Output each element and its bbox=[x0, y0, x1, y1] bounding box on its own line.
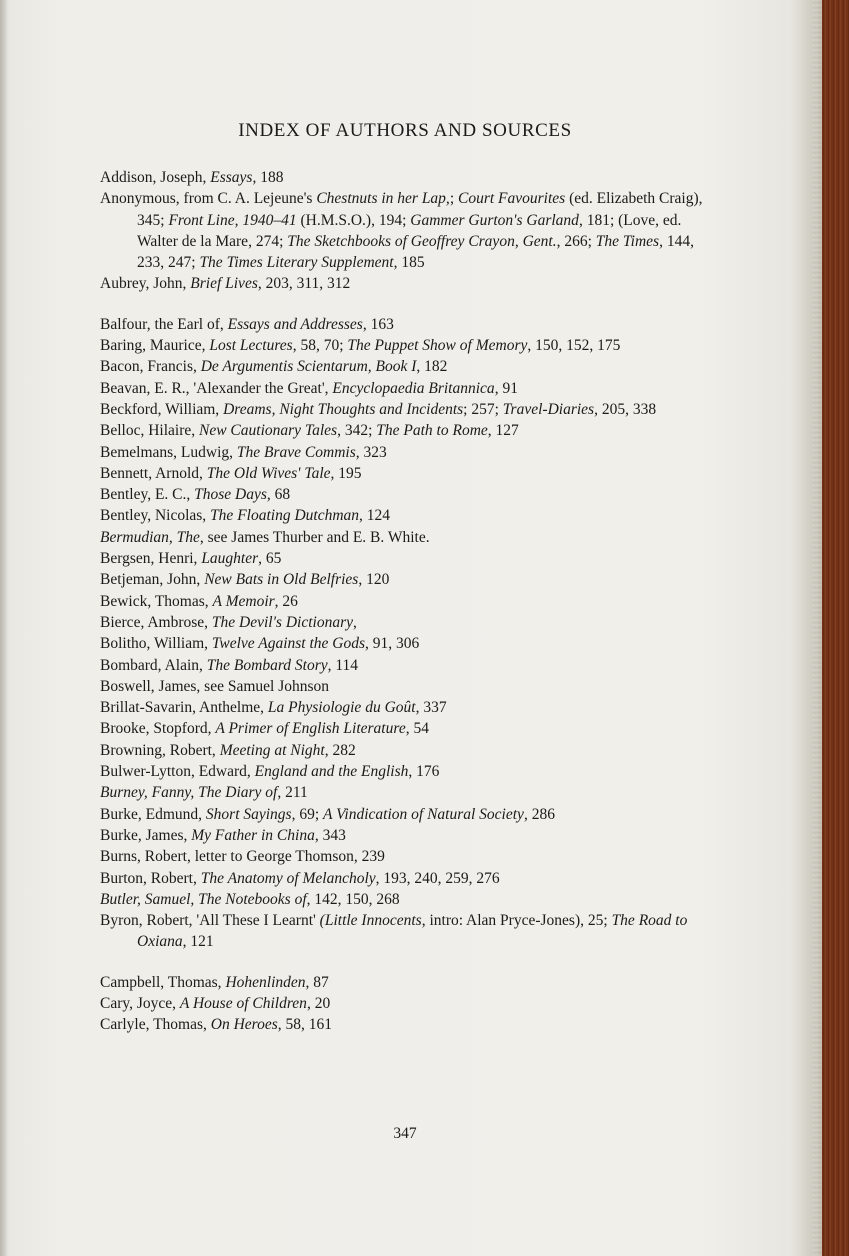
work-title: (Little Innocents bbox=[319, 912, 422, 930]
entry-text: , 337 bbox=[415, 699, 447, 717]
entry-text: , 114 bbox=[327, 656, 359, 674]
entry-text: , bbox=[353, 613, 357, 631]
index-page bbox=[100, 120, 710, 1142]
entry-text: Addison, Joseph, bbox=[100, 169, 211, 186]
index-entry bbox=[100, 356, 710, 377]
entry-text: , 343 bbox=[314, 826, 346, 844]
work-title: The Times bbox=[595, 232, 660, 250]
entry-text: , 211 bbox=[277, 784, 308, 802]
index-group bbox=[100, 314, 710, 953]
index-entry bbox=[100, 972, 710, 993]
entry-text: Carlyle, Thomas, bbox=[100, 1016, 211, 1034]
entry-text: Byron, Robert, 'All These I Learnt' bbox=[100, 912, 320, 930]
work-title: Twelve Against the Gods bbox=[211, 635, 366, 653]
work-title: The Brave Commis bbox=[236, 443, 356, 461]
entry-text: , 150, 152, 175 bbox=[527, 337, 621, 355]
entry-text: , 286 bbox=[523, 805, 555, 823]
index-group bbox=[100, 167, 710, 295]
entry-text: , 91 bbox=[494, 379, 518, 397]
entry-text: , see James Thurber and E. B. White. bbox=[199, 528, 430, 546]
index-entry bbox=[100, 825, 710, 846]
work-title: Burney, Fanny, The Diary of bbox=[100, 784, 278, 802]
work-title: Brief Lives bbox=[190, 275, 258, 293]
work-title: Lost Lectures bbox=[209, 337, 293, 355]
work-title: The Puppet Show of Memory bbox=[347, 337, 528, 355]
entry-text: , 188 bbox=[252, 169, 284, 186]
gutter-shadow bbox=[0, 0, 8, 1256]
index-entry bbox=[100, 889, 710, 910]
index-entry bbox=[100, 804, 710, 825]
entry-text: ; 257; bbox=[463, 400, 503, 418]
index-entry bbox=[100, 314, 710, 335]
page-title: INDEX OF AUTHORS AND SOURCES bbox=[238, 120, 572, 141]
entry-text: Burton, Robert, bbox=[100, 869, 201, 887]
work-title: Butler, Samuel, The Notebooks of bbox=[100, 890, 307, 908]
work-title: Travel-Diaries bbox=[502, 400, 595, 418]
index-entry bbox=[100, 718, 710, 739]
entry-text: Beckford, William, bbox=[100, 400, 224, 418]
entry-text: , 282 bbox=[324, 741, 356, 759]
index-entry bbox=[100, 527, 710, 548]
work-title: A Primer of English Literature bbox=[215, 720, 406, 738]
work-title: Court Favourites bbox=[458, 190, 566, 208]
index-entry bbox=[100, 548, 710, 569]
entry-text: , 323 bbox=[355, 443, 387, 461]
entry-text: Bentley, E. C., bbox=[100, 486, 195, 504]
index-entry bbox=[100, 167, 710, 188]
entry-text: , 124 bbox=[359, 507, 391, 525]
work-title: The Road to Oxiana bbox=[137, 912, 688, 951]
entry-text: Bierce, Ambrose, bbox=[100, 613, 212, 631]
entry-text: , 163 bbox=[362, 315, 394, 333]
index-entry bbox=[100, 1014, 710, 1035]
work-title: Gammer Gurton's Garland bbox=[410, 211, 579, 229]
work-title: Essays bbox=[210, 169, 253, 186]
page-number: 347 bbox=[393, 1125, 417, 1142]
work-title: The Devil's Dictionary bbox=[211, 613, 353, 631]
work-title: On Heroes bbox=[210, 1016, 278, 1034]
entry-text: Boswell, James, see Samuel Johnson bbox=[100, 677, 330, 695]
index-entry bbox=[100, 505, 710, 526]
work-title: My Father in China bbox=[191, 826, 315, 844]
work-title: The Floating Dutchman bbox=[210, 507, 360, 525]
entry-text: Betjeman, John, bbox=[100, 571, 205, 589]
entry-text: , 65 bbox=[258, 550, 282, 568]
entry-text: Beavan, E. R., 'Alexander the Great', bbox=[100, 379, 333, 397]
work-title: Hohenlinden bbox=[225, 973, 306, 991]
index-entry bbox=[100, 868, 710, 889]
work-title: The Path to Rome bbox=[376, 422, 488, 440]
index-entry bbox=[100, 335, 710, 356]
entry-text: , 176 bbox=[408, 763, 440, 781]
entry-text: (ed. Elizabeth Craig), 345; bbox=[137, 190, 703, 229]
work-title: The Anatomy of Melancholy bbox=[200, 869, 376, 887]
entry-text: Burns, Robert, letter to George Thomson, 239 bbox=[100, 848, 385, 866]
index-entry bbox=[100, 188, 710, 273]
entry-text: , 142, 150, 268 bbox=[306, 890, 400, 908]
index-entry bbox=[100, 442, 710, 463]
page-edge bbox=[812, 0, 822, 1256]
entry-text: ; bbox=[449, 190, 458, 208]
work-title: The Bombard Story bbox=[206, 656, 328, 674]
entry-text: Bennett, Arnold, bbox=[100, 464, 207, 482]
entry-text: , 195 bbox=[330, 464, 362, 482]
entry-text: , 193, 240, 259, 276 bbox=[375, 869, 500, 887]
index-entry bbox=[100, 846, 710, 867]
entry-text: , 121 bbox=[182, 933, 214, 951]
entry-text: , 91, 306 bbox=[365, 635, 420, 653]
entry-text: , 182 bbox=[416, 358, 448, 376]
index-entry bbox=[100, 633, 710, 654]
index-entry bbox=[100, 420, 710, 441]
work-title: La Physiologie du Goût bbox=[267, 699, 416, 717]
index-entry bbox=[100, 591, 710, 612]
index-entry bbox=[100, 676, 710, 697]
entry-text: Belloc, Hilaire, bbox=[100, 422, 199, 440]
index-entry bbox=[100, 569, 710, 590]
work-title: A House of Children bbox=[179, 994, 307, 1012]
entry-text: Anonymous, from C. A. Lejeune's bbox=[100, 190, 317, 208]
entry-text: Bergsen, Henri, bbox=[100, 550, 202, 568]
work-title: Those Days bbox=[194, 486, 267, 504]
entry-text: Bulwer-Lytton, Edward, bbox=[100, 763, 255, 781]
work-title: Meeting at Night bbox=[219, 741, 325, 759]
entry-text: Bentley, Nicolas, bbox=[100, 507, 211, 525]
work-title: Dreams, Night Thoughts and Incidents bbox=[223, 400, 464, 418]
entry-text: , 185 bbox=[393, 254, 425, 272]
index-entry bbox=[100, 273, 710, 294]
index-entry bbox=[100, 740, 710, 761]
entry-text: Bolitho, William, bbox=[100, 635, 212, 653]
work-title: The Times Literary Supplement bbox=[199, 254, 394, 272]
work-title: Short Sayings bbox=[205, 805, 292, 823]
index-entry bbox=[100, 782, 710, 803]
work-title: England and the English bbox=[254, 763, 409, 781]
entry-text: (H.M.S.O.), 194; bbox=[296, 211, 411, 229]
entry-text: Bacon, Francis, bbox=[100, 358, 201, 376]
entry-text: Cary, Joyce, bbox=[100, 994, 180, 1012]
entry-text: , 20 bbox=[306, 994, 331, 1012]
index-entry bbox=[100, 655, 710, 676]
entry-text: , 144, 233, 247; bbox=[137, 232, 694, 272]
entry-text: Bewick, Thomas, bbox=[100, 592, 213, 610]
work-title: New Bats in Old Belfries bbox=[204, 571, 359, 589]
work-title: Front Line, 1940–41 bbox=[168, 211, 297, 229]
work-title: A Vindication of Natural Society bbox=[323, 805, 524, 823]
index-entry bbox=[100, 697, 710, 718]
entry-text: Bombard, Alain, bbox=[100, 656, 207, 674]
entry-text: Brillat-Savarin, Anthelme, bbox=[100, 699, 268, 717]
index-entries bbox=[100, 167, 710, 1036]
entry-text: , 203, 311, 312 bbox=[257, 275, 351, 293]
index-entry bbox=[100, 612, 710, 633]
entry-text: , 54 bbox=[405, 720, 429, 738]
book-cover-edge bbox=[822, 0, 849, 1256]
entry-text: , 120 bbox=[358, 571, 390, 589]
entry-text: , 205, 338 bbox=[594, 400, 657, 418]
entry-text: Burke, Edmund, bbox=[100, 805, 206, 823]
entry-text: , 127 bbox=[487, 422, 519, 440]
work-title: Chestnuts in her Lap, bbox=[316, 190, 450, 208]
entry-text: , 181; (Love, ed. Walter de la Mare, 274; bbox=[137, 211, 682, 250]
work-title: De Argumentis Scientarum, Book I bbox=[200, 358, 417, 376]
entry-text: Browning, Robert, bbox=[100, 741, 220, 759]
work-title: New Cautionary Tales bbox=[199, 422, 338, 440]
entry-text: Campbell, Thomas, bbox=[100, 973, 226, 991]
work-title: Laughter bbox=[201, 550, 259, 568]
entry-text: Balfour, the Earl of, bbox=[100, 315, 228, 333]
entry-text: , 69; bbox=[291, 805, 324, 823]
entry-text: Brooke, Stopford, bbox=[100, 720, 216, 738]
entry-text: Aubrey, John, bbox=[100, 275, 191, 293]
entry-text: Baring, Maurice, bbox=[100, 337, 210, 355]
entry-text: , 342; bbox=[337, 422, 377, 440]
entry-text: , 58, 161 bbox=[277, 1016, 333, 1034]
entry-text: , 58, 70; bbox=[292, 337, 348, 355]
entry-text: Burke, James, bbox=[100, 826, 192, 844]
index-entry bbox=[100, 484, 710, 505]
entry-text: , 68 bbox=[266, 486, 291, 504]
entry-text: , 266; bbox=[556, 232, 596, 250]
work-title: A Memoir bbox=[212, 592, 275, 610]
index-entry bbox=[100, 463, 710, 484]
index-group bbox=[100, 972, 710, 1036]
entry-text: Bemelmans, Ludwig, bbox=[100, 443, 237, 461]
index-entry bbox=[100, 910, 710, 953]
entry-text: , intro: Alan Pryce-Jones), 25; bbox=[421, 912, 612, 930]
index-entry bbox=[100, 399, 710, 420]
entry-text: , 26 bbox=[274, 592, 298, 610]
work-title: Essays and Addresses bbox=[227, 315, 363, 333]
work-title: The Sketchbooks of Geoffrey Crayon, Gent. bbox=[287, 232, 557, 250]
work-title: The Old Wives' Tale bbox=[206, 464, 331, 482]
index-entry bbox=[100, 761, 710, 782]
index-entry bbox=[100, 993, 710, 1014]
work-title: Encyclopaedia Britannica bbox=[332, 379, 495, 397]
work-title: Bermudian, The bbox=[100, 528, 200, 546]
entry-text: , 87 bbox=[305, 973, 329, 991]
index-entry bbox=[100, 378, 710, 399]
